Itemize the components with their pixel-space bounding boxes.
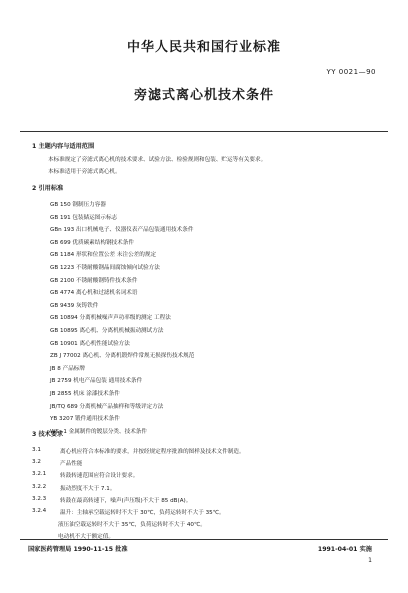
clause-text: 转鼓在最高转速下，噪声(声压级)不大于 85 dB(A)。	[60, 497, 192, 504]
referenced-standard: GB 191 包装储运图示标志	[50, 214, 118, 221]
referenced-standard: GB 2100 不锈耐酸钢铸件技术条件	[50, 277, 138, 284]
clause-number: 3.2.4	[32, 508, 47, 514]
referenced-standard: GB 4774 离心机和过滤机名词术语	[50, 290, 138, 297]
referenced-standard: GB 1223 不锈耐酸钢晶间腐蚀倾向试验方法	[50, 265, 160, 271]
clause-number: 3.2.1	[32, 471, 47, 478]
referenced-standard: JB 2759 机电产品包装 通用技术条件	[50, 378, 143, 385]
implementation-date: 1991-04-01 实施	[317, 546, 372, 553]
referenced-standard: ZB J 77002 离心机、分离机锻焊件常规无损探伤技术规范	[50, 353, 195, 360]
section-2-heading: 2 引用标准	[32, 185, 64, 192]
clause-text: 离心机应符合本标准的要求，并按经规定程序批准的图样及技术文件制造。	[60, 449, 245, 455]
referenced-standard: WS₂-1 金属制件的镀层分类、技术条件	[50, 428, 147, 435]
referenced-standard: JB 2855 机床 涂漆技术条件	[50, 391, 120, 397]
referenced-standard: GB 10901 离心机性能试验方法	[50, 340, 130, 347]
approval-note: 国家医药管理局 1990-11-15 批准	[28, 546, 128, 553]
referenced-standard: JB 8 产品标牌	[50, 365, 85, 372]
document-title: 旁滤式离心机技术条件	[133, 88, 274, 103]
clause-number: 3.1	[32, 447, 41, 453]
clause-text: 振动烈度不大于 7.1。	[60, 485, 116, 492]
referenced-standard: JB/TQ 689 分离机械产品抽样和等级评定方法	[50, 403, 164, 410]
referenced-standard: GB 9439 灰铸铁件	[50, 302, 99, 309]
footer-divider	[20, 539, 388, 540]
clause-number: 3.2.2	[32, 483, 47, 490]
referenced-standard: GBn 193 出口机械电子、仪器仪表产品包装通用技术条件	[50, 227, 194, 234]
section-1-heading: 1 主题内容与适用范围	[32, 143, 95, 150]
section-1-line: 本标准规定了旁滤式离心机的技术要求、试验方法、检验规则和包装、贮运等有关要求。	[48, 157, 267, 163]
referenced-standard: GB 699 优质碳素结构钢技术条件	[50, 239, 134, 246]
page-number: 1	[368, 557, 372, 564]
industry-standard-heading: 中华人民共和国行业标准	[126, 40, 281, 55]
clause-text: 产品性能	[60, 461, 83, 468]
referenced-standard: GB 150 钢制压力容器	[50, 202, 106, 208]
clause-text: 液压油空载运转时不大于 35℃，负荷运转时不大于 40℃。	[58, 522, 206, 529]
section-3-heading: 3 技术要求	[32, 431, 64, 438]
clause-number: 3.2.3	[32, 495, 47, 502]
clause-text: 温升：主轴承空载运转时不大于 30℃，负荷运转时不大于 35℃。	[60, 510, 225, 516]
section-1-line: 本标准适用于旁滤式离心机。	[48, 169, 121, 175]
standard-code: YY 0021—90	[326, 68, 376, 76]
clause-text: 电动机不大于额定值。	[58, 534, 114, 541]
referenced-standard: GB 10895 离心机、分离机机械振动测试方法	[50, 328, 164, 334]
referenced-standard: GB 10894 分离机械噪声声功率级的测定 工程法	[50, 315, 171, 322]
clause-number: 3.2	[32, 459, 41, 466]
referenced-standard: YB 3207 锻件通用技术条件	[50, 416, 120, 423]
referenced-standard: GB 1184 形状和位置公差 未注公差的规定	[50, 252, 157, 259]
clause-text: 转鼓转速范围应符合设计要求。	[60, 473, 139, 480]
header-divider	[20, 131, 388, 132]
